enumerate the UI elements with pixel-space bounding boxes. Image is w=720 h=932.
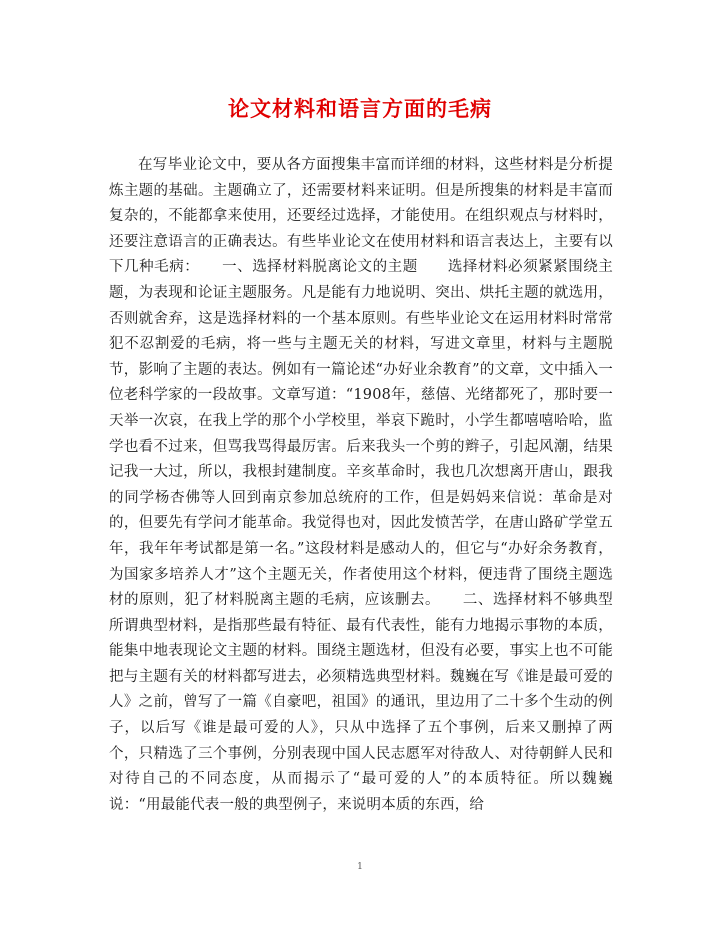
body-paragraph: 在写毕业论文中，要从各方面搜集丰富而详细的材料，这些材料是分析提炼主题的基础。主题确立了，还需要材料来证明。但是所搜集的材料是丰富而复杂的，不能都拿来使用，还要经过选择，才能使用。在组织观点与材料时，还要注意语言的正确表达。有些毕业论文在使用材料和语言表达上，主要有以下几种毛病： 一、选择材料脱离论文的主题 选择材料必须紧紧围绕主题，为表现和论证主题服务。凡是能有力地说明、突出、烘托主题的就选用，否则就舍弃，这是选择材料的一个基本原则。有些毕业论文在运用材料时常常犯不忍割爱的毛病，将一些与主题无关的材料，写进文章里，材料与主题脱节，影响了主题的表达。例如有一篇论述“办好业余教育”的文章，文中插入一位老科学家的一段故事。文章写道：“1908年，慈僖、光绪都死了，那时要一天举一次哀，在我上学的那个小学校里，举哀下跪时，小学生都嘻嘻哈哈，监学也看不过来，但骂我骂得最厉害。后来我头一个剪的辫子，引起风潮，结果记我一大过，所以，我根封建制度。辛亥革命时，我也几次想离开唐山，跟我的同学杨杏佛等人回到南京参加总统府的工作，但是妈妈来信说：革命是对的，但要先有学问才能革命。我觉得也对，因此发愤苦学，在唐山路矿学堂五年，我年年考试都是第一名。”这段材料是感动人的，但它与“办好余务教育，为国家多培养人才”这个主题无关，作者使用这个材料，便违背了围绕主题选材的原则，犯了材料脱离主题的毛病，应该删去。 二、选择材料不够典型 所谓典型材料，是指那些最有特征、最有代表性，能有力地揭示事物的本质，能集中地表现论文主题的材料。围绕主题选材，但没有必要，事实上也不可能把与主题有关的材料都写进去，必须精选典型材料。魏巍在写《谁是最可爱的人》之前，曾写了一篇《自豪吧，祖国》的通讯，里边用了二十多个生动的例子，以后写《谁是最可爱的人》，只从中选择了五个事例，后来又删掉了两个，只精选了三个事例，分别表现中国人民志愿军对待敌人、对待朝鲜人民和对待自己的不同态度，从而揭示了“最可爱的人”的本质特征。所以魏巍说：“用最能代表一般的典型例子，来说明本质的东西，给 xyxy=(109,157,643,813)
document-title: 论文材料和语言方面的毛病 xyxy=(228,96,492,121)
page-number: 1 xyxy=(357,862,363,872)
